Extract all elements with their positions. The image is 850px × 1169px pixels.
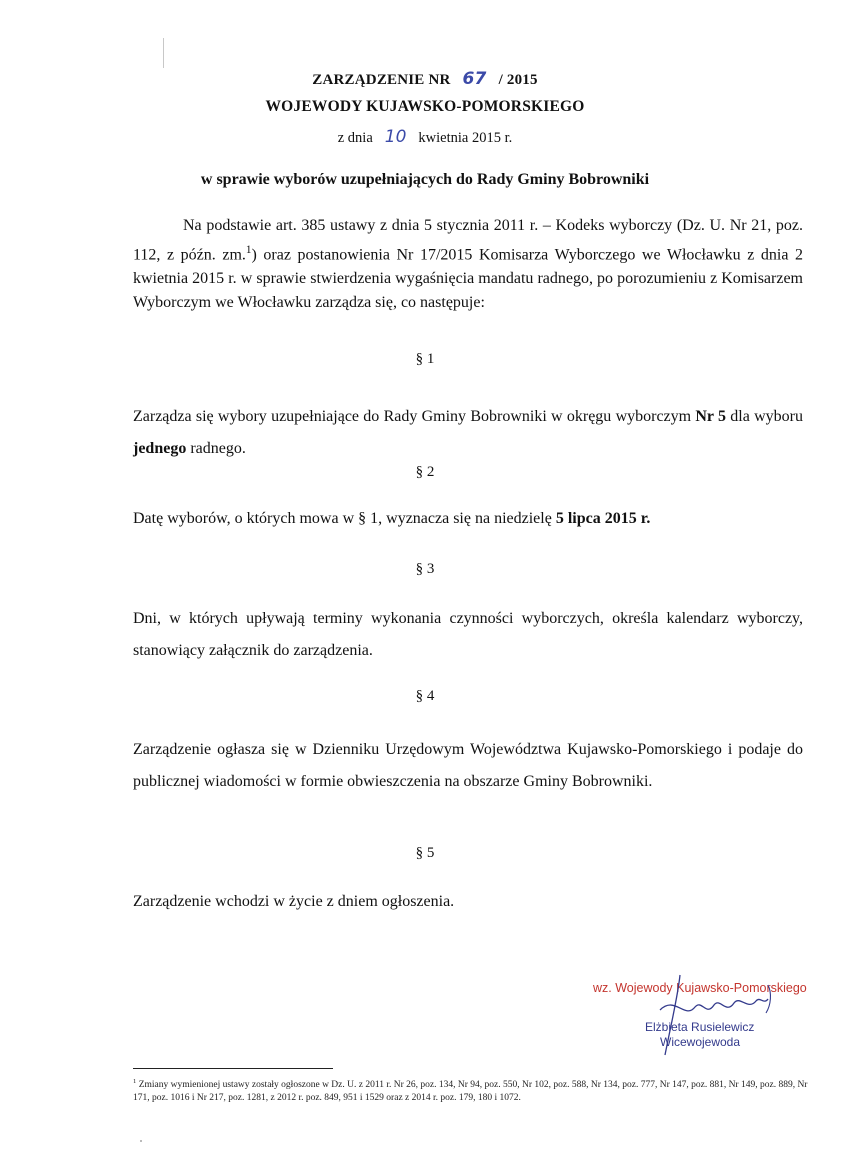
scan-artifact-dot (140, 1140, 142, 1142)
date-suffix: kwietnia 2015 r. (418, 130, 513, 146)
date-line (0, 127, 850, 147)
section-text-4: Zarządzenie ogłasza się w Dzienniku Urzędowym Województwa Kujawsko-Pomorskiego i podaje do publicznej wiadomości w formie obwieszczenia na obszarze Gminy Bobrowniki. (133, 741, 803, 790)
issuer-title: WOJEWODY KUJAWSKO-POMORSKIEGO (265, 98, 585, 115)
date-prefix: z dnia (337, 130, 373, 146)
title-prefix: ZARZĄDZENIE NR (312, 72, 451, 88)
section-mark-2: § 2 (415, 464, 435, 480)
footnote-number: 1 (133, 1078, 137, 1085)
scan-artifact (163, 38, 164, 68)
section-mark-5: § 5 (415, 845, 435, 861)
section-mark-1: § 1 (415, 351, 435, 367)
section-text-1 (133, 401, 803, 465)
title-suffix: / 2015 (498, 72, 538, 88)
section-text-3: Dni, w których upływają terminy wykonania czynności wyborczych, określa kalendarz wyborczy, stanowiący załącznik do zarządzenia. (133, 610, 803, 659)
section-1-bold2: jednego (133, 440, 187, 457)
section-mark-3: § 3 (415, 561, 435, 577)
section-1-part1: Zarządza się wybory uzupełniające do Rady Gminy Bobrowniki w okręgu wyborczym (133, 408, 696, 425)
footnote-text: Zmiany wymienionej ustawy zostały ogłoszone w Dz. U. z 2011 r. Nr 26, poz. 134, Nr 94, poz. 550, Nr 102, poz. 588, Nr 134, poz. 777, Nr 147, poz. 881, Nr 149, poz. 889, Nr 171, poz. 1016 i Nr 217, poz. 1281, z 2012 r. poz. 849, 951 i 1529 oraz z 2014 r. poz. 179, 180 i 1072. (133, 1080, 808, 1103)
document-title (0, 69, 850, 89)
footnote-divider (133, 1068, 333, 1069)
intro-text-end: ) oraz postanowienia Nr 17/2015 Komisarza Wyborczego we Włocławku z dnia 2 kwietnia 2015 r. w sprawie stwierdzenia wygaśnięcia mandatu radnego, po porozumieniu z Komisarzem Wyborczym we Włocławku zarządza się, co następuje: (133, 246, 803, 312)
stamp-role: Wicewojewoda (660, 1035, 741, 1049)
document-subject: w sprawie wyborów uzupełniających do Rady Gminy Bobrowniki (200, 171, 650, 188)
section-text-5: Zarządzenie wchodzi w życie z dniem ogłoszenia. (133, 893, 455, 910)
intro-text-start: Na podstawie art. 385 ustawy z dnia 5 stycznia 2011 r. – Kodeks wyborczy (Dz. U. Nr 21, poz. 112, z późn. zm. (133, 217, 803, 264)
section-2-part1: Datę wyborów, o których mowa w § 1, wyznacza się na niedzielę (133, 510, 556, 527)
footnote-ref: 1 (245, 244, 252, 256)
section-1-part2: dla wyboru (726, 408, 803, 425)
stamp-office: wz. Wojewody Kujawsko-Pomorskiego (593, 981, 807, 995)
handwritten-number: 67 (462, 69, 487, 89)
legal-basis-paragraph (133, 214, 803, 315)
section-mark-4: § 4 (415, 688, 435, 704)
section-text-2 (133, 507, 803, 531)
stamp-name: Elżbieta Rusielewicz (645, 1020, 755, 1034)
section-2-bold1: 5 lipca 2015 r. (555, 510, 651, 527)
section-1-bold1: Nr 5 (695, 408, 727, 425)
section-1-part3: radnego. (186, 440, 246, 457)
footnote (133, 1076, 808, 1104)
handwritten-day: 10 (384, 127, 407, 147)
